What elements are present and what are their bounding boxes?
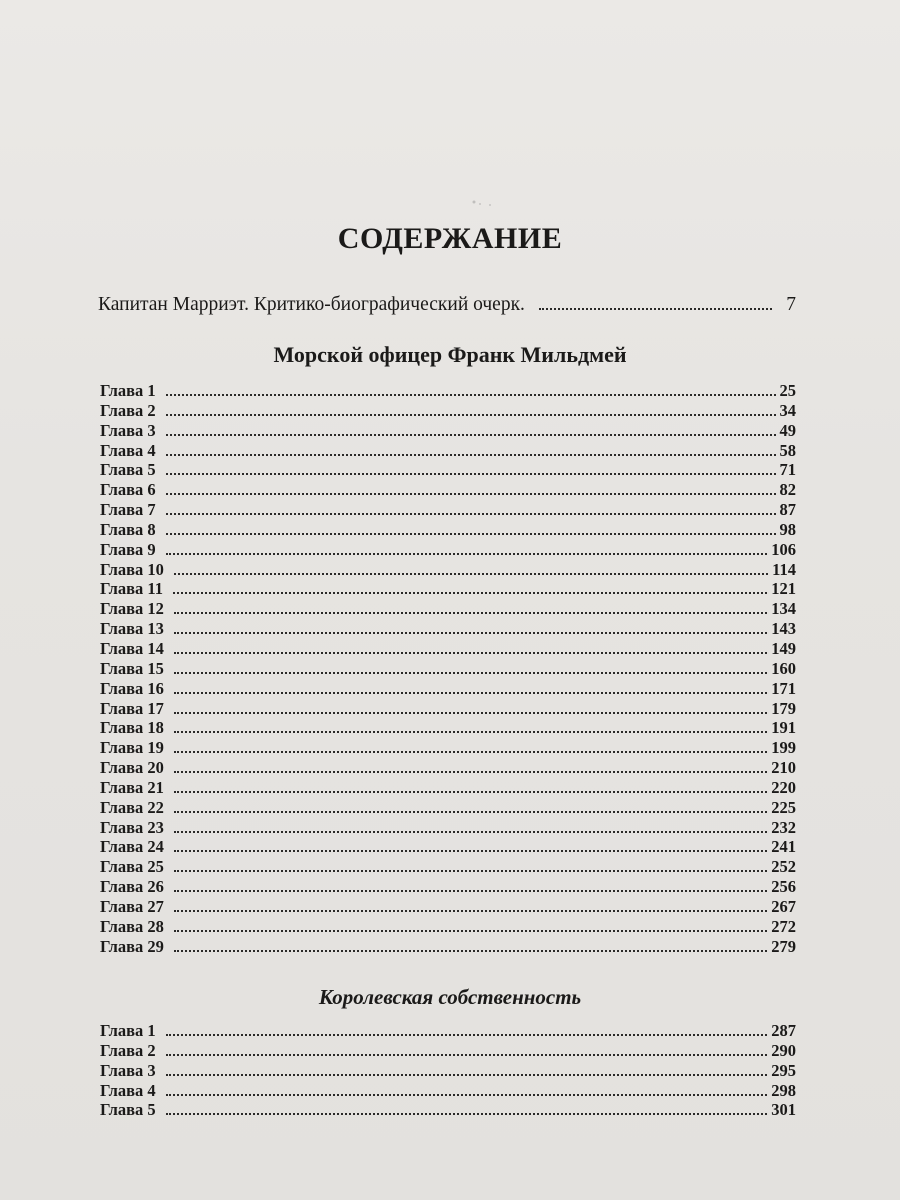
dot-leader bbox=[166, 1054, 768, 1056]
chapter-label: Глава 26 bbox=[100, 877, 164, 897]
dot-leader bbox=[174, 950, 767, 952]
toc-entry[interactable] bbox=[100, 679, 796, 699]
chapter-label: Глава 8 bbox=[100, 519, 156, 539]
toc-entry[interactable] bbox=[100, 857, 796, 877]
toc-entry[interactable] bbox=[100, 738, 796, 758]
toc-entry[interactable] bbox=[100, 758, 796, 778]
chapter-label: Глава 3 bbox=[100, 420, 156, 440]
section-title-kings-own: Королевская собственность bbox=[318, 985, 582, 1009]
page-number: 58 bbox=[779, 440, 796, 460]
page-number: 220 bbox=[771, 777, 796, 797]
dot-leader bbox=[166, 493, 776, 495]
toc-entry[interactable] bbox=[100, 540, 796, 560]
page-number: 290 bbox=[771, 1040, 796, 1060]
toc-entry[interactable] bbox=[100, 639, 796, 659]
page-number: 267 bbox=[771, 896, 796, 916]
page-number: 232 bbox=[771, 817, 796, 837]
dot-leader bbox=[166, 553, 768, 555]
dot-leader bbox=[174, 870, 767, 872]
chapter-label: Глава 29 bbox=[100, 936, 164, 956]
page-number: 210 bbox=[771, 758, 796, 778]
chapter-label: Глава 16 bbox=[100, 678, 164, 698]
dot-leader bbox=[166, 1034, 768, 1036]
chapter-label: Глава 10 bbox=[100, 559, 164, 579]
toc-entry[interactable] bbox=[100, 401, 796, 421]
dot-leader bbox=[174, 850, 767, 852]
chapter-label: Глава 18 bbox=[100, 718, 164, 738]
toc-entry[interactable] bbox=[100, 897, 796, 917]
page-number: 272 bbox=[771, 916, 796, 936]
chapter-label: Глава 14 bbox=[100, 638, 164, 658]
page-number: 171 bbox=[771, 678, 796, 698]
dot-leader bbox=[166, 1094, 768, 1096]
chapter-label: Глава 19 bbox=[100, 738, 164, 758]
page-number: 114 bbox=[772, 559, 796, 579]
dot-leader bbox=[166, 533, 776, 535]
dot-leader bbox=[174, 712, 767, 714]
toc-entry[interactable] bbox=[100, 917, 796, 937]
toc-entry[interactable] bbox=[100, 718, 796, 738]
page-number: 82 bbox=[779, 480, 796, 500]
page-number: 279 bbox=[771, 936, 796, 956]
dot-leader bbox=[174, 751, 767, 753]
page-number: 160 bbox=[771, 658, 796, 678]
dot-leader bbox=[174, 731, 767, 733]
page-number: 301 bbox=[771, 1100, 796, 1120]
toc-entry[interactable] bbox=[100, 937, 796, 957]
page-number: 49 bbox=[779, 420, 796, 440]
page-number: 295 bbox=[771, 1060, 796, 1080]
toc-entry[interactable] bbox=[100, 441, 796, 461]
page-number: 121 bbox=[771, 579, 796, 599]
chapter-label: Глава 9 bbox=[100, 539, 156, 559]
chapter-label: Глава 2 bbox=[100, 1040, 156, 1060]
chapter-label: Глава 1 bbox=[100, 1021, 156, 1040]
intro-label: Капитан Марриэт. Критико-биографический очерк. bbox=[98, 294, 525, 315]
dot-leader bbox=[166, 394, 776, 396]
toc-entry[interactable] bbox=[100, 818, 796, 838]
chapter-label: Глава 3 bbox=[100, 1060, 156, 1080]
page-number: 256 bbox=[771, 877, 796, 897]
chapter-list-mildmay bbox=[100, 381, 796, 956]
chapter-label: Глава 12 bbox=[100, 599, 164, 619]
page-number: 149 bbox=[771, 638, 796, 658]
chapter-label: Глава 27 bbox=[100, 896, 164, 916]
toc-entry[interactable] bbox=[100, 579, 796, 599]
page-number: 179 bbox=[771, 698, 796, 718]
chapter-label: Глава 11 bbox=[100, 579, 164, 599]
page-number: 98 bbox=[779, 519, 796, 539]
chapter-label: Глава 2 bbox=[100, 400, 156, 420]
dot-leader bbox=[166, 1074, 768, 1076]
intro-page-number: 7 bbox=[786, 294, 796, 315]
dot-leader bbox=[174, 612, 767, 614]
intro-entry[interactable] bbox=[98, 294, 796, 316]
chapter-label: Глава 15 bbox=[100, 658, 164, 678]
toc-entry[interactable] bbox=[100, 421, 796, 441]
chapter-label: Глава 1 bbox=[100, 381, 156, 400]
toc-entry[interactable] bbox=[100, 837, 796, 857]
page-number: 225 bbox=[771, 797, 796, 817]
page-number: 241 bbox=[771, 837, 796, 857]
chapter-label: Глава 20 bbox=[100, 758, 164, 778]
toc-entry[interactable] bbox=[100, 1100, 796, 1120]
page-number: 106 bbox=[771, 539, 796, 559]
dot-leader bbox=[174, 811, 767, 813]
page-number: 71 bbox=[779, 460, 796, 480]
dot-leader bbox=[173, 592, 767, 594]
page-number: 287 bbox=[771, 1021, 796, 1040]
toc-entry[interactable] bbox=[100, 619, 796, 639]
toc-entry[interactable] bbox=[100, 1021, 796, 1041]
toc-entry[interactable] bbox=[100, 778, 796, 798]
dot-leader bbox=[174, 771, 767, 773]
dot-leader bbox=[166, 454, 776, 456]
dot-leader bbox=[174, 930, 767, 932]
toc-entry[interactable] bbox=[100, 480, 796, 500]
chapter-label: Глава 25 bbox=[100, 857, 164, 877]
dot-leader bbox=[166, 414, 776, 416]
chapter-list-kings-own bbox=[100, 1021, 796, 1120]
chapter-label: Глава 24 bbox=[100, 837, 164, 857]
page-number: 143 bbox=[771, 619, 796, 639]
page-number: 191 bbox=[771, 718, 796, 738]
toc-entry[interactable] bbox=[100, 381, 796, 401]
chapter-label: Глава 22 bbox=[100, 797, 164, 817]
toc-entry[interactable] bbox=[100, 599, 796, 619]
dot-leader bbox=[174, 672, 767, 674]
dot-leader bbox=[174, 692, 767, 694]
page-number: 298 bbox=[771, 1080, 796, 1100]
toc-entry[interactable] bbox=[100, 520, 796, 540]
dot-leader bbox=[174, 573, 768, 575]
page-number: 252 bbox=[771, 857, 796, 877]
chapter-label: Глава 6 bbox=[100, 480, 156, 500]
toc-entry[interactable] bbox=[100, 1061, 796, 1081]
chapter-label: Глава 21 bbox=[100, 777, 164, 797]
dot-leader bbox=[174, 652, 767, 654]
dot-leader bbox=[174, 910, 767, 912]
chapter-label: Глава 28 bbox=[100, 916, 164, 936]
dot-leader bbox=[174, 791, 767, 793]
toc-entry[interactable] bbox=[100, 500, 796, 520]
page-number: 87 bbox=[779, 500, 796, 520]
toc-entry[interactable] bbox=[100, 1081, 796, 1101]
dot-leader bbox=[166, 473, 776, 475]
toc-entry[interactable] bbox=[100, 877, 796, 897]
toc-entry[interactable] bbox=[100, 1041, 796, 1061]
chapter-label: Глава 4 bbox=[100, 440, 156, 460]
dot-leader bbox=[166, 434, 776, 436]
chapter-label: Глава 4 bbox=[100, 1080, 156, 1100]
page-number: 199 bbox=[771, 738, 796, 758]
page-number: 134 bbox=[771, 599, 796, 619]
chapter-label: Глава 5 bbox=[100, 1100, 156, 1120]
chapter-label: Глава 13 bbox=[100, 619, 164, 639]
dot-leader bbox=[166, 1113, 768, 1115]
dot-leader bbox=[539, 308, 772, 310]
chapter-label: Глава 5 bbox=[100, 460, 156, 480]
dot-leader bbox=[166, 513, 776, 515]
toc-entry[interactable] bbox=[100, 659, 796, 679]
page-number: 34 bbox=[779, 400, 796, 420]
page-smudge bbox=[468, 196, 498, 208]
toc-entry[interactable] bbox=[100, 560, 796, 580]
section-title-mildmay: Морской офицер Франк Мильдмей bbox=[273, 342, 627, 367]
toc-entry[interactable] bbox=[100, 460, 796, 480]
chapter-label: Глава 17 bbox=[100, 698, 164, 718]
chapter-label: Глава 23 bbox=[100, 817, 164, 837]
dot-leader bbox=[174, 831, 767, 833]
page-number: 25 bbox=[779, 381, 796, 400]
toc-entry[interactable] bbox=[100, 798, 796, 818]
page-title: СОДЕРЖАНИЕ bbox=[337, 222, 563, 255]
toc-entry[interactable] bbox=[100, 699, 796, 719]
dot-leader bbox=[174, 890, 767, 892]
dot-leader bbox=[174, 632, 767, 634]
chapter-label: Глава 7 bbox=[100, 500, 156, 520]
